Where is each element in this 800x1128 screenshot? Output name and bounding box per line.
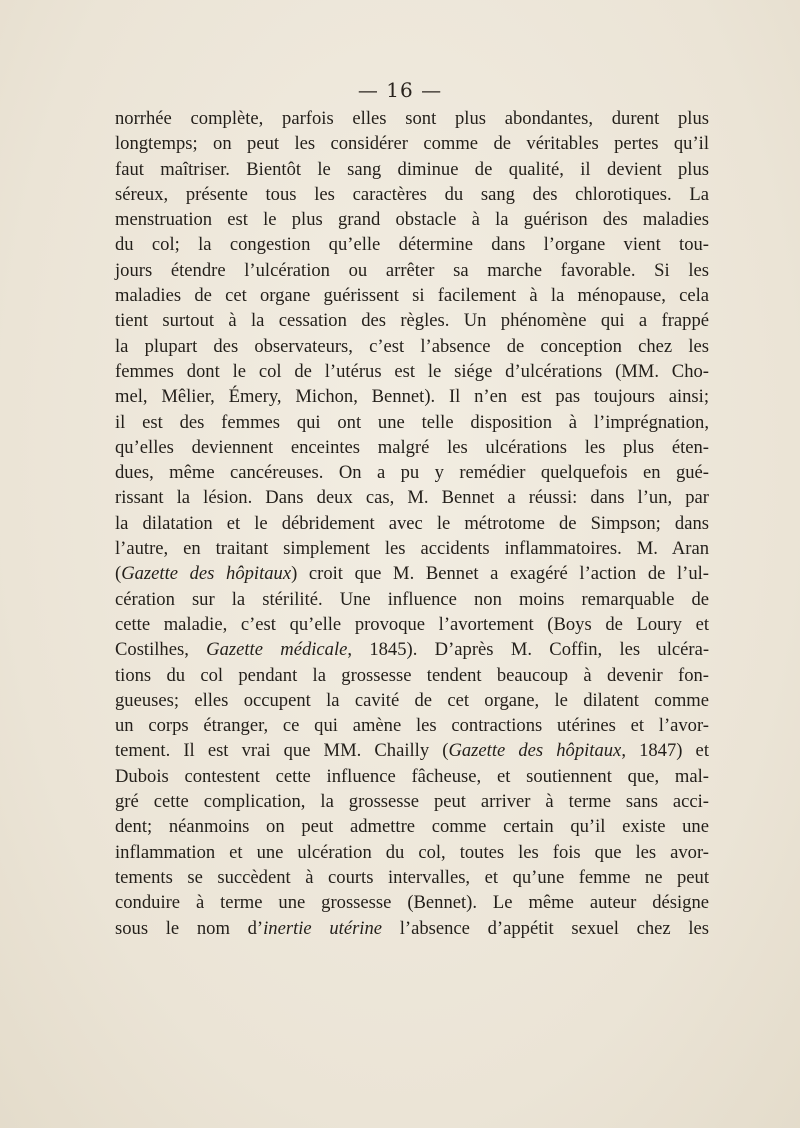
text-run: tient surtout à la cessation des règles. Un phénomène qui a frappé xyxy=(115,310,709,332)
text-line xyxy=(115,131,709,156)
text-run: , 1847) et xyxy=(621,740,709,762)
text-line xyxy=(115,334,709,359)
text-run: la dilatation et le débridement avec le métrotome de Simpson; dans xyxy=(115,512,709,534)
page-number: — 16 — xyxy=(357,78,443,102)
text-run: faut maîtriser. Bientôt le sang diminue de qualité, il devient plus xyxy=(115,158,709,180)
text-run: jours étendre l’ulcération ou arrêter sa marche favorable. Si les xyxy=(115,259,709,281)
text-line xyxy=(115,536,709,561)
text-line xyxy=(115,384,709,409)
text-run: cération sur la stérilité. Une influence non moins remarquable de xyxy=(115,588,709,610)
text-line xyxy=(115,157,709,182)
text-line xyxy=(115,916,709,941)
text-line xyxy=(115,485,709,510)
text-line xyxy=(115,814,709,839)
text-line xyxy=(115,865,709,890)
italic-title: inertie utérine xyxy=(263,917,383,939)
text-run: l’autre, en traitant simplement les accidents inflammatoires. M. Aran xyxy=(115,538,709,560)
text-line xyxy=(115,587,709,612)
text-run: ( xyxy=(115,563,122,585)
text-run: tement. Il est vrai que MM. Chailly ( xyxy=(115,740,449,762)
text-run: un corps étranger, ce qui amène les contractions utérines et l’avor- xyxy=(115,715,709,737)
text-run: mel, Mêlier, Émery, Michon, Bennet). Il n’en est pas toujours ainsi; xyxy=(115,386,709,408)
text-run: qu’elles deviennent enceintes malgré les ulcérations les plus éten- xyxy=(115,436,709,458)
text-line xyxy=(115,106,709,131)
text-line xyxy=(115,410,709,435)
text-line xyxy=(115,688,709,713)
text-line xyxy=(115,764,709,789)
text-line xyxy=(115,890,709,915)
text-run: il est des femmes qui ont une telle disposition à l’imprégnation, xyxy=(115,411,709,433)
text-line xyxy=(115,840,709,865)
text-run: tions du col pendant la grossesse tendent beaucoup à devenir fon- xyxy=(115,664,709,686)
text-run: dues, même cancéreuses. On a pu y remédier quelquefois en gué- xyxy=(115,462,709,484)
text-line xyxy=(115,511,709,536)
text-run: conduire à terme une grossesse (Bennet). Le même auteur désigne xyxy=(115,892,709,914)
text-run: gueuses; elles occupent la cavité de cet organe, le dilatent comme xyxy=(115,689,709,711)
text-line xyxy=(115,738,709,763)
text-run: maladies de cet organe guérissent si facilement à la ménopause, cela xyxy=(115,285,709,307)
text-line xyxy=(115,663,709,688)
text-run: ) croit que M. Bennet a exagéré l’action de l’ul- xyxy=(291,563,709,585)
text-line xyxy=(115,789,709,814)
text-run: dent; néanmoins on peut admettre comme certain qu’il existe une xyxy=(115,816,709,838)
italic-title: Gazette médicale xyxy=(206,639,348,661)
text-run: du col; la congestion qu’elle détermine dans l’organe vient tou- xyxy=(115,234,709,256)
text-line xyxy=(115,359,709,384)
text-run: femmes dont le col de l’utérus est le siége d’ulcérations (MM. Cho- xyxy=(115,360,709,382)
text-line xyxy=(115,637,709,662)
text-run: Costilhes, xyxy=(115,639,207,661)
text-line xyxy=(115,258,709,283)
text-run: longtemps; on peut les considérer comme de véritables pertes qu’il xyxy=(115,133,709,155)
text-line xyxy=(115,561,709,586)
text-line xyxy=(115,460,709,485)
text-run: l’absence d’appétit sexuel chez les xyxy=(382,917,709,939)
text-line xyxy=(115,612,709,637)
text-line xyxy=(115,308,709,333)
body-text xyxy=(115,106,709,941)
italic-title: Gazette des hôpitaux xyxy=(121,563,292,585)
text-run: , 1845). D’après M. Coffin, les ulcéra- xyxy=(347,639,710,661)
text-run: norrhée complète, parfois elles sont plus abondantes, durent plus xyxy=(115,108,709,129)
text-run: inflammation et une ulcération du col, toutes les fois que les avor- xyxy=(115,841,709,863)
text-line xyxy=(115,283,709,308)
text-line xyxy=(115,435,709,460)
text-run: la plupart des observateurs, c’est l’absence de conception chez les xyxy=(115,335,709,357)
text-run: sous le nom d’ xyxy=(115,917,264,939)
text-line xyxy=(115,207,709,232)
text-line xyxy=(115,182,709,207)
text-run: rissant la lésion. Dans deux cas, M. Bennet a réussi: dans l’un, par xyxy=(115,487,709,509)
text-run: menstruation est le plus grand obstacle à la guérison des maladies xyxy=(115,209,709,231)
text-line xyxy=(115,713,709,738)
text-run: tements se succèdent à courts intervalles, et qu’une femme ne peut xyxy=(115,866,709,888)
text-run: Dubois contestent cette influence fâcheuse, et soutiennent que, mal- xyxy=(115,765,709,787)
text-run: gré cette complication, la grossesse peut arriver à terme sans acci- xyxy=(115,791,709,813)
italic-title: Gazette des hôpitaux xyxy=(448,740,622,762)
text-line xyxy=(115,232,709,257)
text-run: séreux, présente tous les caractères du sang des chlorotiques. La xyxy=(115,183,709,205)
text-run: cette maladie, c’est qu’elle provoque l’avortement (Boys de Loury et xyxy=(115,613,709,635)
